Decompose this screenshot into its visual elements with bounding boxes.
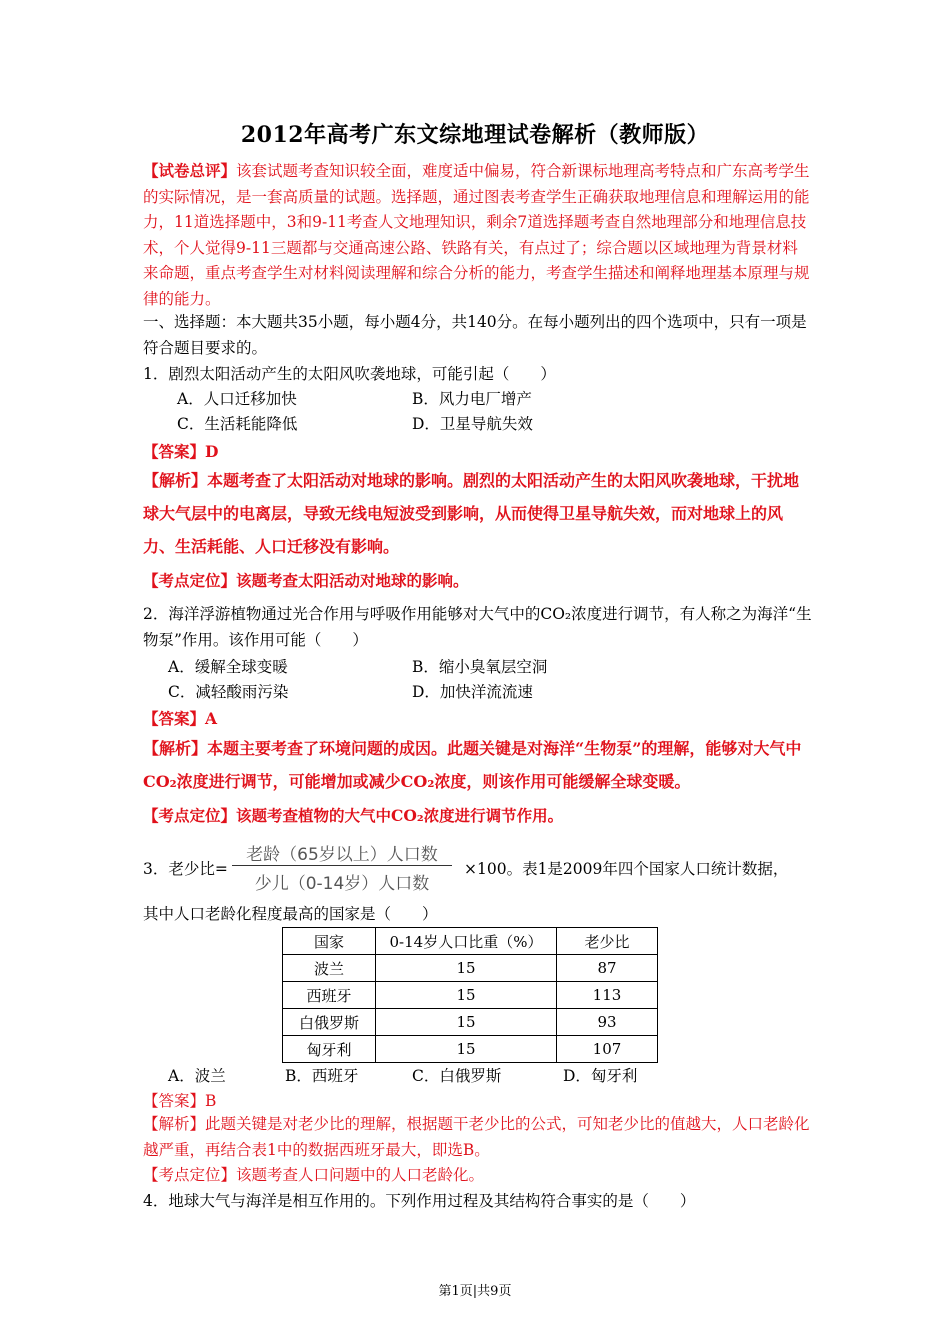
table-row xyxy=(283,982,658,1009)
table-header: 国家 xyxy=(283,928,376,955)
section-heading: 一、选择题：本大题共35小题，每小题4分，共140分。在每小题列出的四个选项中，只有一项是符合题目要求的。 xyxy=(143,313,807,357)
ratio-formula xyxy=(228,840,456,892)
table-header: 老少比 xyxy=(557,928,658,955)
q2-point: 【考点定位】该题考查植物的大气中CO₂浓度进行调节作用。 xyxy=(143,806,564,825)
table-cell: 西班牙 xyxy=(283,982,376,1009)
q3-answer: 【答案】B xyxy=(143,1092,217,1110)
summary-text: 该套试题考查知识较全面，难度适中偏易，符合新课标地理高考特点和广东高考学生的实际情况，是一套高质量的试题。选择题，通过图表考查学生正确获取地理信息和理解运用的能力，11道选择题中，3和9-11考查人文地理知识，剩余7道选择题考查自然地理部分和地理信息技术，个人觉得9-11三题都与交通高速公路、铁路有关，有点过了；综合题以区域地理为背景材料来命题，重点考查学生对材料阅读理解和综合分析的能力，考查学生描述和阐释地理基本原理与规律的能力。 xyxy=(143,162,810,308)
q1-point: 【考点定位】该题考查太阳活动对地球的影响。 xyxy=(143,571,469,590)
table-cell: 白俄罗斯 xyxy=(283,1009,376,1036)
q3-stem2: 其中人口老龄化程度最高的国家是（ ） xyxy=(143,905,438,923)
q3-option-d: D．匈牙利 xyxy=(563,1067,638,1085)
page-title: 2012年高考广东文综地理试卷解析（教师版） xyxy=(240,122,710,148)
q1-stem: 1．剧烈太阳活动产生的太阳风吹袭地球，可能引起（ ） xyxy=(143,365,556,383)
table-row xyxy=(283,955,658,982)
q2-option-a: A．缓解全球变暖 xyxy=(168,658,288,676)
table-cell: 15 xyxy=(376,955,557,982)
table-cell: 15 xyxy=(376,982,557,1009)
q3-analysis: 【解析】此题关键是对老少比的理解，根据题干老少比的公式，可知老少比的值越大，人口老龄化越严重，再结合表1中的数据西班牙最大，即选B。 xyxy=(143,1115,810,1159)
q2-analysis: 【解析】本题主要考查了环境问题的成因。此题关键是对海洋“生物泵”的理解，能够对大气中CO₂浓度进行调节，可能增加或减少CO₂浓度，则该作用可能缓解全球变暖。 xyxy=(143,739,802,791)
table-cell: 波兰 xyxy=(283,955,376,982)
fraction-bar xyxy=(232,865,452,866)
summary-tag: 【试卷总评】 xyxy=(143,161,237,180)
table-cell: 87 xyxy=(557,955,658,982)
q1-option-a: A．人口迁移加快 xyxy=(177,390,297,408)
q3-option-a: A．波兰 xyxy=(168,1067,226,1085)
table-header: 0-14岁人口比重（%） xyxy=(376,928,557,955)
page-footer: 第1页|共9页 xyxy=(438,1284,512,1299)
summary-paragraph xyxy=(143,158,813,313)
table-row xyxy=(283,1036,658,1063)
q3-point: 【考点定位】该题考查人口问题中的人口老龄化。 xyxy=(143,1166,485,1184)
table-cell: 匈牙利 xyxy=(283,1036,376,1063)
table-cell: 15 xyxy=(376,1036,557,1063)
table-cell: 113 xyxy=(557,982,658,1009)
q3-option-c: C．白俄罗斯 xyxy=(412,1067,502,1085)
formula-numerator: 老龄（65岁以上）人口数 xyxy=(246,845,438,865)
table-header-row xyxy=(283,928,658,955)
q1-analysis: 【解析】本题考查了太阳活动对地球的影响。剧烈的太阳活动产生的太阳风吹袭地球，干扰地球大气层中的电离层，导致无线电短波受到影响，从而使得卫星导航失效，而对地球上的风力、生活耗能、人口迁移没有影响。 xyxy=(143,471,800,556)
q1-answer: 【答案】D xyxy=(143,442,219,461)
q2-option-d: D．加快洋流流速 xyxy=(412,683,533,701)
q3-suffix: ×100。表1是2009年四个国家人口统计数据， xyxy=(464,860,789,878)
q1-option-c: C．生活耗能降低 xyxy=(177,415,298,433)
table-cell: 93 xyxy=(557,1009,658,1036)
q3-option-b: B．西班牙 xyxy=(285,1067,359,1085)
table-row xyxy=(283,1009,658,1036)
formula-denominator: 少儿（0-14岁）人口数 xyxy=(254,874,430,894)
q4-stem: 4．地球大气与海洋是相互作用的。下列作用过程及其结构符合事实的是（ ） xyxy=(143,1192,696,1210)
q1-option-b: B．风力电厂增产 xyxy=(412,390,532,408)
q2-option-c: C．减轻酸雨污染 xyxy=(168,683,289,701)
population-table xyxy=(282,927,658,1063)
q2-answer: 【答案】A xyxy=(143,709,218,728)
table-cell: 107 xyxy=(557,1036,658,1063)
q3-prefix: 3．老少比= xyxy=(143,860,228,878)
q1-option-d: D．卫星导航失效 xyxy=(412,415,533,433)
table-cell: 15 xyxy=(376,1009,557,1036)
q2-stem: 2．海洋浮游植物通过光合作用与呼吸作用能够对大气中的CO₂浓度进行调节，有人称之为海洋“生物泵”作用。该作用可能（ ） xyxy=(143,605,812,649)
q2-option-b: B．缩小臭氧层空洞 xyxy=(412,658,548,676)
